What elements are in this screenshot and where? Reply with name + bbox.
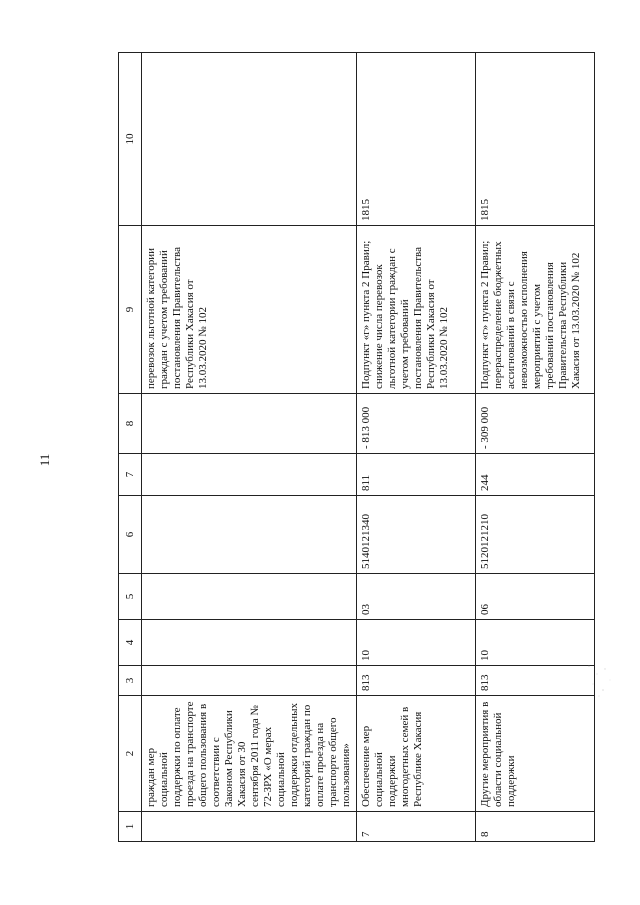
table-row bbox=[476, 53, 595, 842]
table-sheet bbox=[118, 53, 586, 842]
budget-changes-table bbox=[118, 52, 595, 842]
justification: перевозок льготной категории граждан с учетом требований постановления Правительства Республики Хакасия от 13.03.2020 № 102 bbox=[142, 226, 357, 394]
cell-col6: 5120121210 bbox=[476, 496, 595, 574]
table-row bbox=[142, 53, 357, 842]
cell-col4: 10 bbox=[357, 620, 476, 666]
header-cell: 9 bbox=[119, 226, 142, 394]
cell-col10: 1815 bbox=[476, 53, 595, 226]
cell-col5: 03 bbox=[357, 574, 476, 620]
cell-col5 bbox=[142, 574, 357, 620]
header-cell: 8 bbox=[119, 394, 142, 454]
row-number: 7 bbox=[357, 812, 476, 842]
cell-col7: 244 bbox=[476, 454, 595, 496]
cell-col7 bbox=[142, 454, 357, 496]
cell-col6 bbox=[142, 496, 357, 574]
page-number: 11 bbox=[37, 453, 52, 467]
cell-col3 bbox=[142, 666, 357, 696]
measure-name: Другие мероприятия в области социальной поддержки bbox=[476, 696, 595, 812]
cell-col3: 813 bbox=[357, 666, 476, 696]
header-row bbox=[119, 53, 142, 842]
cell-col8 bbox=[142, 394, 357, 454]
header-cell: 10 bbox=[119, 53, 142, 226]
header-cell: 2 bbox=[119, 696, 142, 812]
header-cell: 3 bbox=[119, 666, 142, 696]
cell-col4: 10 bbox=[476, 620, 595, 666]
row-number bbox=[142, 812, 357, 842]
cell-col3: 813 bbox=[476, 666, 595, 696]
cell-col10: 1815 bbox=[357, 53, 476, 226]
header-cell: 5 bbox=[119, 574, 142, 620]
cell-col7: 811 bbox=[357, 454, 476, 496]
cell-col8: - 309 000 bbox=[476, 394, 595, 454]
header-cell: 1 bbox=[119, 812, 142, 842]
header-cell: 7 bbox=[119, 454, 142, 496]
cell-col10 bbox=[142, 53, 357, 226]
header-cell: 6 bbox=[119, 496, 142, 574]
table-row bbox=[357, 53, 476, 842]
header-cell: 4 bbox=[119, 620, 142, 666]
cell-col6: 5140121340 bbox=[357, 496, 476, 574]
row-number: 8 bbox=[476, 812, 595, 842]
measure-name: Обеспечение мер социальной поддержки многодетных семей в Республике Хакасия bbox=[357, 696, 476, 812]
cell-col4 bbox=[142, 620, 357, 666]
justification: Подпункт «г» пункта 2 Правил; перераспределение бюджетных ассигнований в связи с невозможностью исполнения мероприятий с учетом требований постановления Правительства Республики Хакасия от 13.03.2020 № 102 bbox=[476, 226, 595, 394]
justification: Подпункт «г» пункта 2 Правил; снижение числа перевозок льготной категории граждан с учетом требований постановления Правительства Республики Хакасия от 13.03.2020 № 102 bbox=[357, 226, 476, 394]
cell-col5: 06 bbox=[476, 574, 595, 620]
cell-col8: - 813 000 bbox=[357, 394, 476, 454]
measure-name: граждан мер социальной поддержки по оплате проезда на транспорте общего пользования в соответствии с Законом Республики Хакасия от 30 сентября 2011 года № 72-ЗРХ «О мерах социальной поддержки отдельных категорий граждан по оплате проезда на транспорте общего пользования» bbox=[142, 696, 357, 812]
scan-speckle bbox=[585, 660, 615, 700]
